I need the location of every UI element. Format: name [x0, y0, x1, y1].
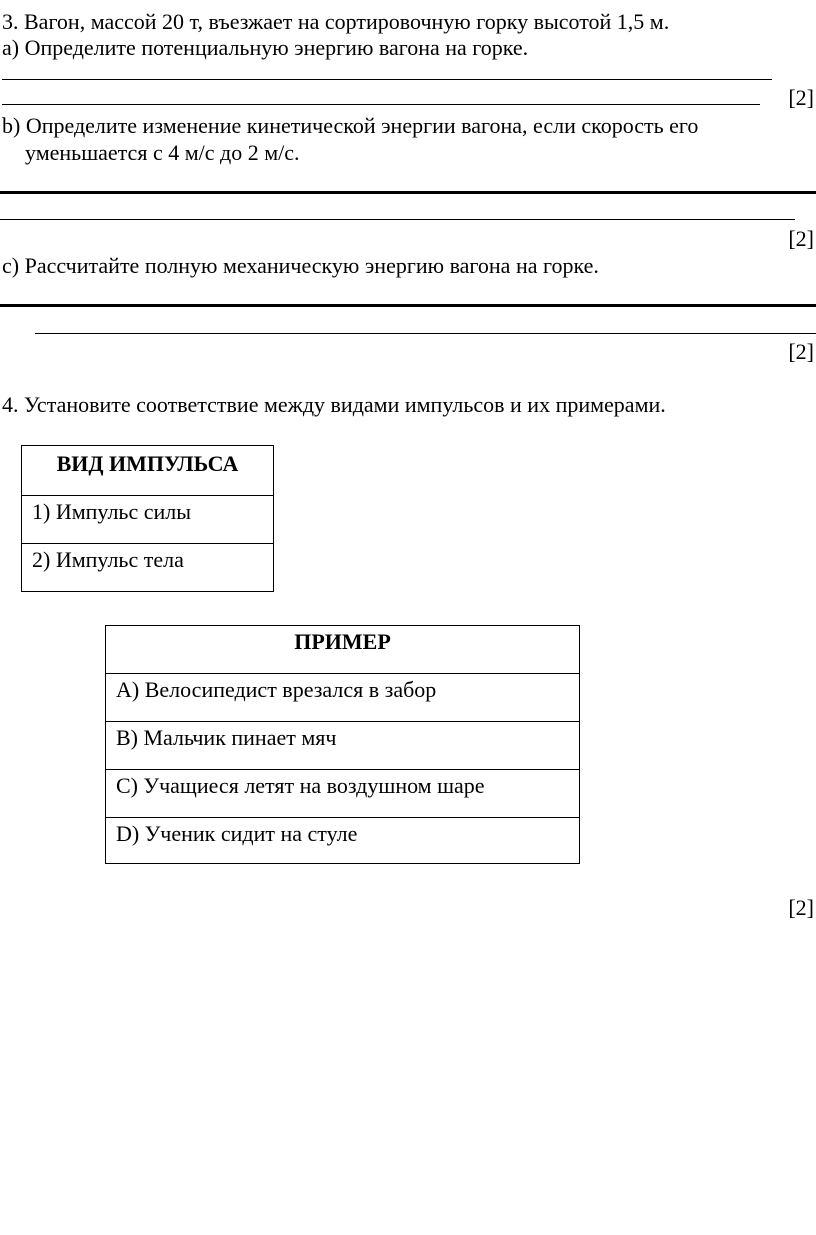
example-table — [105, 625, 580, 864]
answer-line-c2 — [35, 333, 816, 334]
impulse-kind-1: 1) Импульс силы — [22, 496, 274, 544]
q3-part-a: а) Определите потенциальную энергию вагона на горке. — [2, 35, 529, 60]
q3-stem: 3. Вагон, массой 20 т, въезжает на сортировочную горку высотой 1,5 м. — [2, 9, 670, 34]
table-row — [106, 674, 580, 722]
answer-line-b2 — [0, 219, 795, 220]
table-row — [22, 496, 274, 544]
impulse-kind-table — [21, 445, 274, 592]
table-row — [22, 544, 274, 592]
answer-line-a1 — [2, 79, 772, 80]
answer-line-b1 — [0, 191, 816, 194]
score-b: [2] — [788, 226, 814, 251]
score-c: [2] — [788, 339, 814, 364]
example-header: ПРИМЕР — [106, 626, 580, 674]
example-a: A) Велосипедист врезался в забор — [106, 674, 580, 722]
example-d: D) Ученик сидит на стуле — [106, 818, 580, 864]
table-row — [106, 722, 580, 770]
table-header-row — [106, 626, 580, 674]
answer-line-c1 — [0, 304, 816, 307]
q3-part-c: с) Рассчитайте полную механическую энергию вагона на горке. — [2, 253, 599, 278]
score-a: [2] — [788, 85, 814, 110]
example-c: C) Учащиеся летят на воздушном шаре — [106, 770, 580, 818]
q4-stem: 4. Установите соответствие между видами импульсов и их примерами. — [2, 392, 666, 417]
score-q4: [2] — [788, 895, 814, 920]
table-header-row — [22, 446, 274, 496]
table-row — [106, 818, 580, 864]
example-b: B) Мальчик пинает мяч — [106, 722, 580, 770]
impulse-kind-header: ВИД ИМПУЛЬСА — [22, 446, 274, 496]
table-row — [106, 770, 580, 818]
impulse-kind-2: 2) Импульс тела — [22, 544, 274, 592]
answer-line-a2 — [2, 104, 760, 105]
q3-part-b-line2: уменьшается с 4 м/с до 2 м/с. — [25, 140, 300, 165]
q3-part-b-line1: b) Определите изменение кинетической энергии вагона, если скорость его — [2, 113, 699, 138]
